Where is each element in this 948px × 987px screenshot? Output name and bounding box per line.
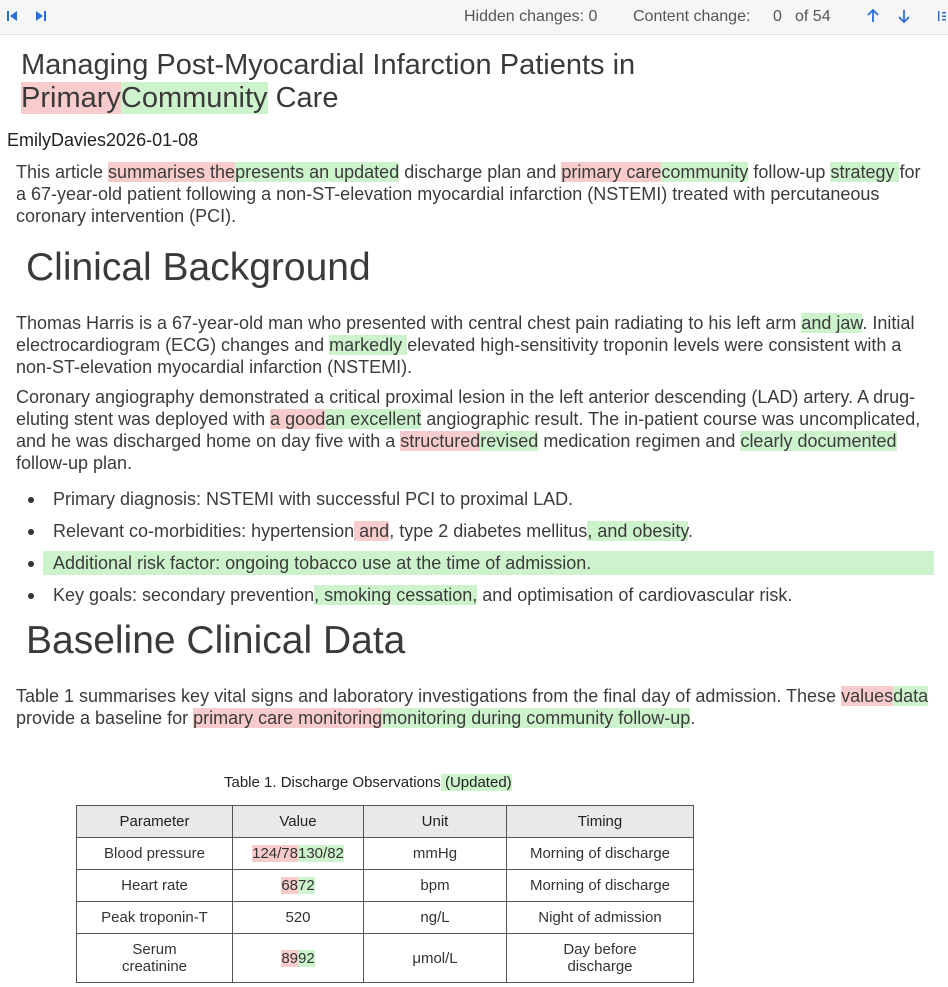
table-cell: Blood pressure [77,838,233,870]
deleted-text[interactable]: summarises the [108,162,236,182]
inserted-text[interactable]: Community [120,82,268,114]
previous-change-icon[interactable] [866,8,880,29]
deleted-text[interactable]: and [354,521,390,541]
inserted-text[interactable]: revised [480,431,539,451]
inserted-text[interactable]: community [661,162,749,182]
inserted-text[interactable]: 130/82 [298,845,344,862]
table-cell: ng/L [364,902,507,934]
table-cell: Heart rate [77,870,233,902]
table-cell: Morning of discharge [507,838,694,870]
bullet-icon [28,529,34,535]
clinical-paragraph-1: Thomas Harris is a 67-year-old man who presented with central chest pain radiating to his left arm and jaw. Initial electrocardiogram (ECG) changes and markedly elevated high-sensitivity troponin levels were consistent with a non-ST-elevation myocardial infarction (NSTEMI). [16,313,915,377]
list-item-inserted[interactable]: Additional risk factor: ongoing tobacco use at the time of admission. [16,547,934,579]
table-header-row [77,806,694,838]
table-caption: Table 1. Discharge Observations (Updated) [224,774,512,791]
inserted-text[interactable]: presents an updated [235,162,400,182]
inserted-text[interactable]: an excellent [325,409,422,429]
deleted-text[interactable]: 68 [281,877,298,894]
inserted-text[interactable]: 92 [298,949,315,967]
table-cell: mmHg [364,838,507,870]
list-item: Key goals: secondary prevention, smoking cessation, and optimisation of cardiovascular risk. [16,579,934,611]
inserted-text[interactable]: , smoking cessation, [314,585,478,605]
section-heading: Clinical Background [26,246,371,289]
table-cell [233,934,364,983]
table-cell: Night of admission [507,902,694,934]
table-cell: bpm [364,870,507,902]
inserted-text[interactable]: clearly documented [740,431,897,451]
bullet-icon [28,561,34,567]
section-heading: Baseline Clinical Data [26,619,406,662]
inserted-text[interactable]: , and obesity [587,521,689,541]
column-header: Value [233,806,364,838]
deleted-text[interactable]: 124/78 [252,845,298,862]
deleted-text[interactable]: values [841,686,894,706]
table-cell: Serum creatinine [77,934,233,983]
key-points-list [16,483,934,611]
title-text: Managing Post-Myocardial Infarction Patients in [21,49,636,81]
table-cell [233,870,364,902]
table-row [77,838,694,870]
inserted-text[interactable]: 72 [298,877,315,894]
data-paragraph: Table 1 summarises key vital signs and laboratory investigations from the final day of admission. These valuesdata provide a baseline for primary care monitoringmonitoring during community follow-up. [16,686,929,728]
deleted-text[interactable]: Primary [21,82,121,114]
column-header: Unit [364,806,507,838]
deleted-text[interactable]: structured [400,431,481,451]
deleted-text[interactable]: 89 [281,949,298,967]
content-change-label: Content change: [633,8,751,25]
next-change-icon[interactable] [897,8,911,29]
panel-toggle-icon[interactable] [937,8,947,29]
table-row [77,902,694,934]
table-cell: Day before discharge [507,934,694,983]
inserted-text[interactable]: (Updated) [440,774,512,791]
author-date [7,130,198,151]
deleted-text[interactable]: primary care [561,162,662,182]
inserted-text[interactable]: strategy [830,162,900,182]
table-cell: 520 [233,902,364,934]
bullet-icon [28,593,34,599]
first-change-icon[interactable] [6,8,18,29]
column-header: Timing [507,806,694,838]
hidden-changes-label: Hidden changes: 0 [464,8,598,25]
list-item: Primary diagnosis: NSTEMI with successful PCI to proximal LAD. [16,483,934,515]
content-change-index: 0 [773,8,782,25]
inserted-text[interactable]: data [893,686,929,706]
bullet-icon [28,497,34,503]
document-date: 2026-01-08 [106,130,199,150]
title-text: Care [267,82,339,114]
author-name: EmilyDavies [7,130,107,150]
document-title [21,49,721,115]
clinical-paragraph-2: Coronary angiography demonstrated a critical proximal lesion in the left anterior descending (LAD) artery. A drug-eluting stent was deployed with a goodan excellent angiographic result. The in-patient course was uncomplicated, and he was discharged home on day five with a structuredrevised medication regimen and clearly documented follow-up plan. [16,387,921,473]
intro-paragraph: This article summarises thepresents an updated discharge plan and primary carecommunity follow-up strategy for a 67-year-old patient following a non-ST-elevation myocardial infarction (NSTEMI) treated with percutaneous coronary intervention (PCI). [16,162,921,226]
deleted-text[interactable]: a good [270,409,326,429]
last-change-icon[interactable] [35,8,47,29]
table-row [77,934,694,983]
table-cell [233,838,364,870]
inserted-text[interactable]: monitoring during community follow-up [382,708,691,728]
table-cell: Peak troponin-T [77,902,233,934]
review-toolbar [0,0,948,35]
table-row [77,870,694,902]
table-cell: Morning of discharge [507,870,694,902]
column-header: Parameter [77,806,233,838]
inserted-text[interactable]: and jaw [801,313,863,333]
content-change-total: of 54 [795,8,831,25]
deleted-text[interactable]: primary care monitoring [193,708,383,728]
observations-table [76,805,694,983]
inserted-text[interactable]: markedly [329,335,408,355]
list-item: Relevant co-morbidities: hypertension and, type 2 diabetes mellitus, and obesity. [16,515,934,547]
table-cell: μmol/L [364,934,507,983]
